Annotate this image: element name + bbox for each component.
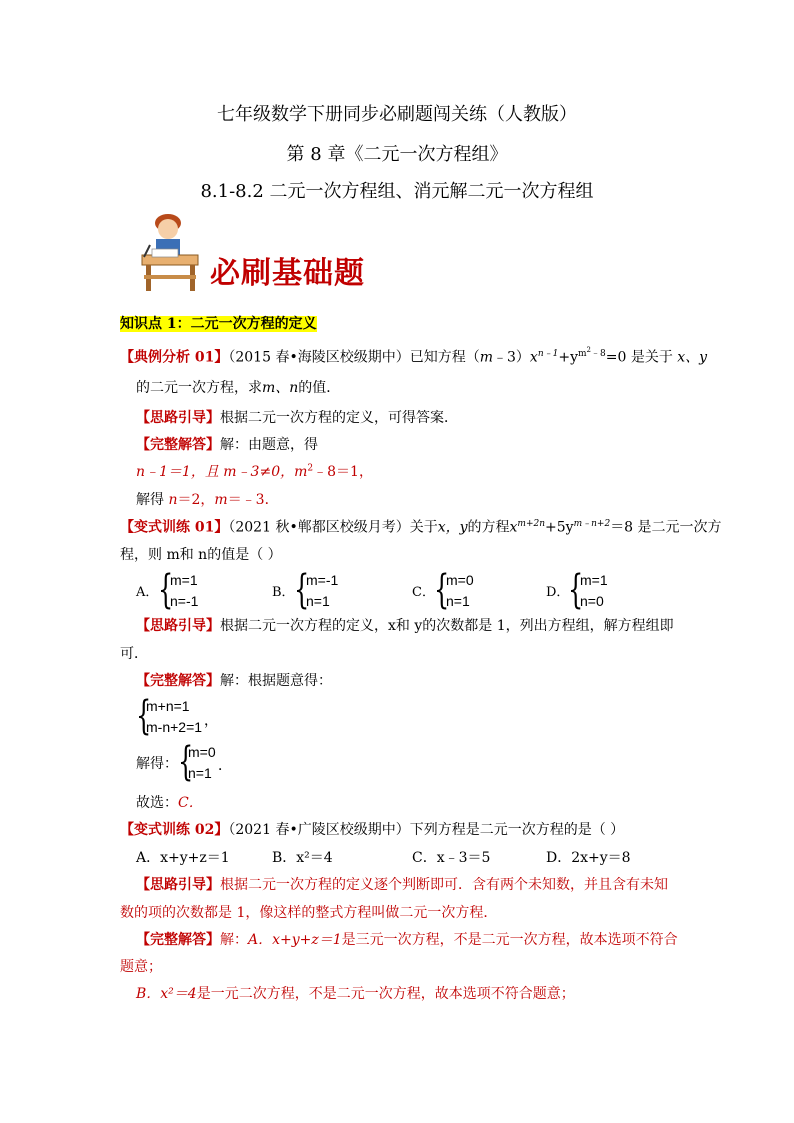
variant1-hint [136, 615, 674, 635]
variant1-source: （2021 秋•郸都区校级月考）关于 [228, 519, 438, 536]
variant1-line2: 程，则 m和 n的值是（ ） [120, 547, 282, 563]
sys-top: m=1 [580, 572, 608, 588]
var-m: m [479, 349, 493, 366]
sys-bottom: n=1 [446, 593, 470, 609]
hint-tag: 【思路引导】 [136, 877, 220, 893]
var-xy: x、y [677, 349, 708, 366]
eq-x: x [509, 519, 518, 536]
brace-icon: { [568, 567, 584, 613]
eq-mid: +5y [545, 519, 574, 536]
sys-bottom: n=0 [580, 593, 604, 609]
answer-prefix: 解： [220, 932, 248, 948]
variant1-choice [136, 792, 203, 812]
option-system [446, 570, 474, 612]
sys-top: m=0 [446, 572, 474, 588]
result-m-val: ＝﹣3． [227, 492, 279, 508]
answer-expr-b: B．x²＝4 [136, 986, 197, 1002]
result-n-val: ＝2， [177, 492, 215, 508]
sys-top: m+n=1 [146, 698, 190, 714]
brace-icon: { [294, 567, 310, 613]
sys-end: ， [204, 713, 218, 729]
text-mid: 的方程 [467, 519, 510, 536]
answer-text: 解：根据题意得： [220, 673, 332, 689]
result-m: m [214, 492, 228, 508]
choose-label: 故选： [136, 795, 178, 811]
answer-step1 [136, 461, 373, 481]
sys-bottom: n=-1 [170, 593, 199, 609]
variant2-answer [136, 929, 678, 949]
variant1-tag: 【变式训练 01】 [120, 519, 229, 536]
brace-icon: { [158, 567, 174, 613]
var-xy: x，y [437, 519, 468, 536]
variant1-hint2: 可． [120, 646, 148, 662]
example-source: （2015 春•海陵区校级期中）已知方程（ [228, 349, 480, 366]
variant2-tag: 【变式训练 02】 [120, 822, 229, 838]
variant2-line1 [120, 819, 624, 839]
answer-expr-a: A．x+y+z＝1 [248, 932, 342, 948]
banner-title: 必刷基础题 [210, 256, 365, 291]
hint-text: 根据二元一次方程的定义，x和 y的次数都是 1，列出方程组，解方程组即 [220, 618, 674, 634]
variant2-source: （2021 春•广陵区校级期中）下列方程是二元一次方程的是（ ） [228, 822, 625, 838]
option-system [580, 570, 608, 612]
variant2-hint2: 数的项的次数都是 1，像这样的整式方程叫做二元一次方程． [120, 905, 498, 921]
example-question-line1 [120, 346, 707, 367]
option-system [170, 570, 198, 612]
exp2-minus8: ﹣8 [591, 349, 606, 359]
sys-top: m=-1 [306, 572, 339, 588]
hint-line [136, 407, 458, 427]
step1-text: n﹣1＝1，且 m﹣3≠0，m [136, 464, 308, 480]
option-b[interactable] [272, 567, 392, 614]
variant1-solution [136, 739, 256, 788]
text: 的二元一次方程，求 [136, 380, 262, 396]
option-label: B． [272, 585, 295, 600]
var-x: x [529, 349, 538, 366]
variant1-line1 [120, 516, 722, 537]
choice-value: C． [178, 795, 203, 811]
result-n: n [168, 492, 178, 508]
answer-tag: 【完整解答】 [136, 932, 220, 948]
variant2-option-a[interactable]: A．x+y+z＝1 [136, 850, 230, 866]
section-title: 8.1-8.2 二元一次方程组、消元解二元一次方程组 [200, 181, 594, 202]
step1-sup: 2 [307, 463, 314, 474]
option-c[interactable] [412, 567, 532, 614]
sys-bottom: n=1 [188, 765, 212, 781]
example-tag: 【典例分析 01】 [120, 349, 229, 366]
brace-icon: { [434, 567, 450, 613]
sys-end: ． [218, 758, 232, 774]
exp2-base: m [577, 349, 587, 359]
text-rest: =0 是关于 [605, 349, 673, 366]
sys-bottom: n=1 [306, 593, 330, 609]
solve-label: 解得： [136, 756, 178, 772]
eq-exp1: m+2n [517, 519, 546, 529]
sys-top: m=1 [170, 572, 198, 588]
answer-tag: 【完整解答】 [136, 673, 220, 689]
sys-bottom: m-n+2=1 [146, 719, 203, 735]
option-a[interactable] [136, 567, 256, 614]
option-label: C． [412, 585, 435, 600]
chapter-title: 第 8 章《二元一次方程组》 [286, 144, 508, 165]
eq-end: ＝8 是二元一次方 [610, 519, 722, 536]
answer-line [136, 434, 318, 454]
brace-icon: { [136, 693, 152, 739]
hint-tag: 【思路引导】 [136, 410, 220, 426]
answer-text-b: 是一元二次方程，不是二元一次方程，故本选项不符合题意； [196, 986, 575, 1002]
answer-text: 解：由题意，得 [220, 437, 318, 453]
variant2-answer-line2: 题意； [120, 959, 162, 975]
hint-tag: 【思路引导】 [136, 618, 220, 634]
exp2 [577, 346, 606, 359]
result-prefix: 解得 [136, 492, 169, 508]
eq-exp2: m﹣n+2 [573, 519, 611, 529]
system-lines [188, 742, 216, 784]
option-d[interactable] [546, 567, 666, 614]
variant2-option-c[interactable]: C．x﹣3＝5 [412, 850, 491, 866]
option-system [306, 570, 338, 612]
doc-title: 七年级数学下册同步必刷题闯关练（人教版） [217, 104, 577, 125]
variant2-option-d[interactable]: D．2x+y＝8 [546, 850, 631, 866]
variant1-answer [136, 670, 332, 690]
text-plus-y: +y [558, 349, 578, 366]
brace-icon: { [178, 739, 194, 785]
variant2-answer-line3 [136, 983, 575, 1003]
answer-result [136, 489, 279, 509]
sys-top: m=0 [188, 744, 216, 760]
option-label: A． [136, 585, 159, 600]
knowledge-point-label: 知识点 1：二元一次方程的定义 [120, 316, 317, 332]
answer-tag: 【完整解答】 [136, 437, 220, 453]
knowledge-point-heading [120, 313, 317, 333]
example-question-line2 [136, 377, 340, 397]
variant2-option-b[interactable]: B．x²＝4 [272, 850, 333, 866]
student-illustration [130, 205, 210, 295]
variant2-hint [136, 874, 668, 894]
variant1-system1 [136, 694, 256, 740]
answer-text-a: 是三元一次方程，不是二元一次方程，故本选项不符合 [341, 932, 678, 948]
hint-text: 根据二元一次方程的定义，可得答案． [220, 410, 458, 426]
exp1: n﹣1 [537, 349, 559, 359]
step1-end: ﹣8＝1， [313, 464, 373, 480]
text-minus3: ﹣3） [492, 349, 530, 366]
option-label: D． [546, 585, 570, 600]
var-mn: m、n [262, 380, 299, 396]
text-end: 的值． [298, 380, 341, 396]
hint-text: 根据二元一次方程的定义逐个判断即可．含有两个未知数，并且含有未知 [220, 877, 668, 893]
exp2-power: 2 [586, 346, 591, 354]
system-lines [146, 696, 202, 738]
